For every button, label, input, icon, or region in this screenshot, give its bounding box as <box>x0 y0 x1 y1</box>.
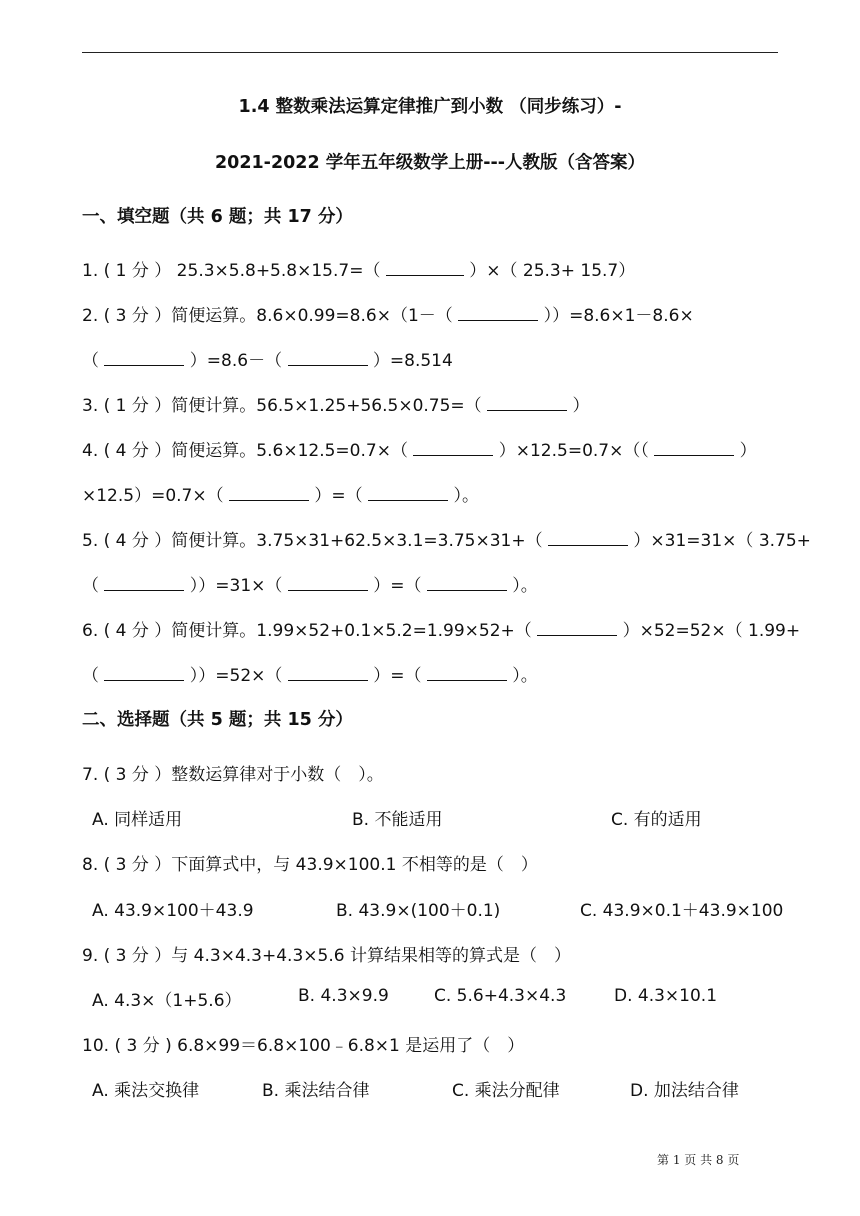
choice-c[interactable]: C. 有的适用 <box>611 810 702 830</box>
section-heading-fill-in: 一、填空题（共 6 题；共 17 分） <box>82 207 353 227</box>
question-text: ）=（ <box>309 486 369 506</box>
answer-blank[interactable] <box>537 619 617 636</box>
choice-b[interactable]: B. 4.3×9.9 <box>298 986 389 1006</box>
question-text: 6. ( 4 分 ）简便计算。1.99×52+0.1×5.2=1.99×52+（ <box>82 621 538 641</box>
choice-a[interactable]: A. 同样适用 <box>92 810 183 830</box>
header-rule <box>82 52 778 53</box>
question-text: ）=（ <box>367 576 427 596</box>
question-text: 2. ( 3 分 ）简便运算。8.6×0.99=8.6×（1－（ <box>82 306 459 326</box>
question-text: ）=（ <box>367 666 427 686</box>
choice-c[interactable]: C. 43.9×0.1＋43.9×100 <box>580 901 784 921</box>
question-9: 9. ( 3 分 ）与 4.3×4.3+4.3×5.6 计算结果相等的算式是（ ） <box>82 946 571 966</box>
question-text: ）。 <box>448 486 479 506</box>
question-text: ）。 <box>506 666 538 686</box>
choice-b[interactable]: B. 乘法结合律 <box>262 1081 370 1101</box>
question-3 <box>82 391 782 416</box>
question-4 <box>82 436 782 461</box>
choice-c[interactable]: C. 乘法分配律 <box>452 1081 560 1101</box>
question-text: 4. ( 4 分 ）简便运算。5.6×12.5=0.7×（ <box>82 441 414 461</box>
choice-b[interactable]: B. 43.9×(100＋0.1) <box>336 901 501 921</box>
choice-a[interactable]: A. 43.9×100＋43.9 <box>92 901 254 921</box>
question-text: （ <box>82 576 105 596</box>
answer-blank[interactable] <box>427 664 507 681</box>
question-text: ）×（ 25.3+ 15.7） <box>463 261 636 281</box>
choice-b[interactable]: B. 不能适用 <box>352 810 443 830</box>
question-text: ）×52=52×（ 1.99+ <box>617 621 801 641</box>
answer-blank[interactable] <box>104 574 184 591</box>
answer-blank[interactable] <box>288 664 368 681</box>
question-6-continued <box>82 661 782 686</box>
choice-c[interactable]: C. 5.6+4.3×4.3 <box>434 986 567 1006</box>
question-text: ））=31×（ <box>184 576 288 596</box>
answer-blank[interactable] <box>654 439 734 456</box>
question-10: 10. ( 3 分 ) 6.8×99＝6.8×100﹣6.8×1 是运用了（ ） <box>82 1036 525 1056</box>
question-text: ）×12.5=0.7×（（ <box>493 441 655 461</box>
question-4-continued <box>82 481 782 506</box>
question-2 <box>82 301 782 326</box>
answer-blank[interactable] <box>427 574 507 591</box>
answer-blank[interactable] <box>458 304 538 321</box>
question-text: ） <box>734 441 757 461</box>
question-8: 8. ( 3 分 ）下面算式中，与 43.9×100.1 不相等的是（ ） <box>82 855 538 875</box>
choice-a[interactable]: A. 乘法交换律 <box>92 1081 200 1101</box>
question-text: ））=52×（ <box>184 666 288 686</box>
question-text: （ <box>82 351 105 371</box>
question-text: （ <box>82 666 105 686</box>
answer-blank[interactable] <box>288 574 368 591</box>
question-text: ） <box>567 396 590 416</box>
question-text: 3. ( 1 分 ）简便计算。56.5×1.25+56.5×0.75=（ <box>82 396 488 416</box>
question-5-continued <box>82 571 782 596</box>
question-text: ）。 <box>506 576 538 596</box>
question-2-continued <box>82 346 782 371</box>
question-6 <box>82 616 801 641</box>
answer-blank[interactable] <box>229 484 309 501</box>
choice-d[interactable]: D. 加法结合律 <box>630 1081 739 1101</box>
answer-blank[interactable] <box>487 394 567 411</box>
answer-blank[interactable] <box>413 439 493 456</box>
question-text: ））=8.6×1－8.6× <box>538 306 694 326</box>
doc-title-line-1: 1.4 整数乘法运算定律推广到小数 （同步练习）- <box>238 97 622 117</box>
choice-d[interactable]: D. 4.3×10.1 <box>614 986 718 1006</box>
doc-title-line-2: 2021-2022 学年五年级数学上册---人教版（含答案） <box>214 153 646 173</box>
answer-blank[interactable] <box>288 349 368 366</box>
page-number: 第 1 页 共 8 页 <box>657 1153 740 1167</box>
question-text: ×12.5）=0.7×（ <box>82 486 230 506</box>
question-5 <box>82 526 811 551</box>
question-text: 5. ( 4 分 ）简便计算。3.75×31+62.5×3.1=3.75×31+（ <box>82 531 549 551</box>
answer-blank[interactable] <box>104 664 184 681</box>
question-text: ）=8.514 <box>367 351 453 371</box>
answer-blank[interactable] <box>104 349 184 366</box>
answer-blank[interactable] <box>368 484 448 501</box>
question-1 <box>82 256 782 281</box>
section-heading-multiple-choice: 二、选择题（共 5 题；共 15 分） <box>82 710 353 730</box>
question-7: 7. ( 3 分 ）整数运算律对于小数（ ）。 <box>82 765 384 785</box>
question-text: 1. ( 1 分 ） 25.3×5.8+5.8×15.7=（ <box>82 261 386 281</box>
choice-a[interactable]: A. 4.3×（1+5.6） <box>92 991 242 1011</box>
answer-blank[interactable] <box>386 259 464 276</box>
answer-blank[interactable] <box>548 529 628 546</box>
question-text: ）=8.6－（ <box>184 351 288 371</box>
question-text: ）×31=31×（ 3.75+ <box>628 531 811 551</box>
